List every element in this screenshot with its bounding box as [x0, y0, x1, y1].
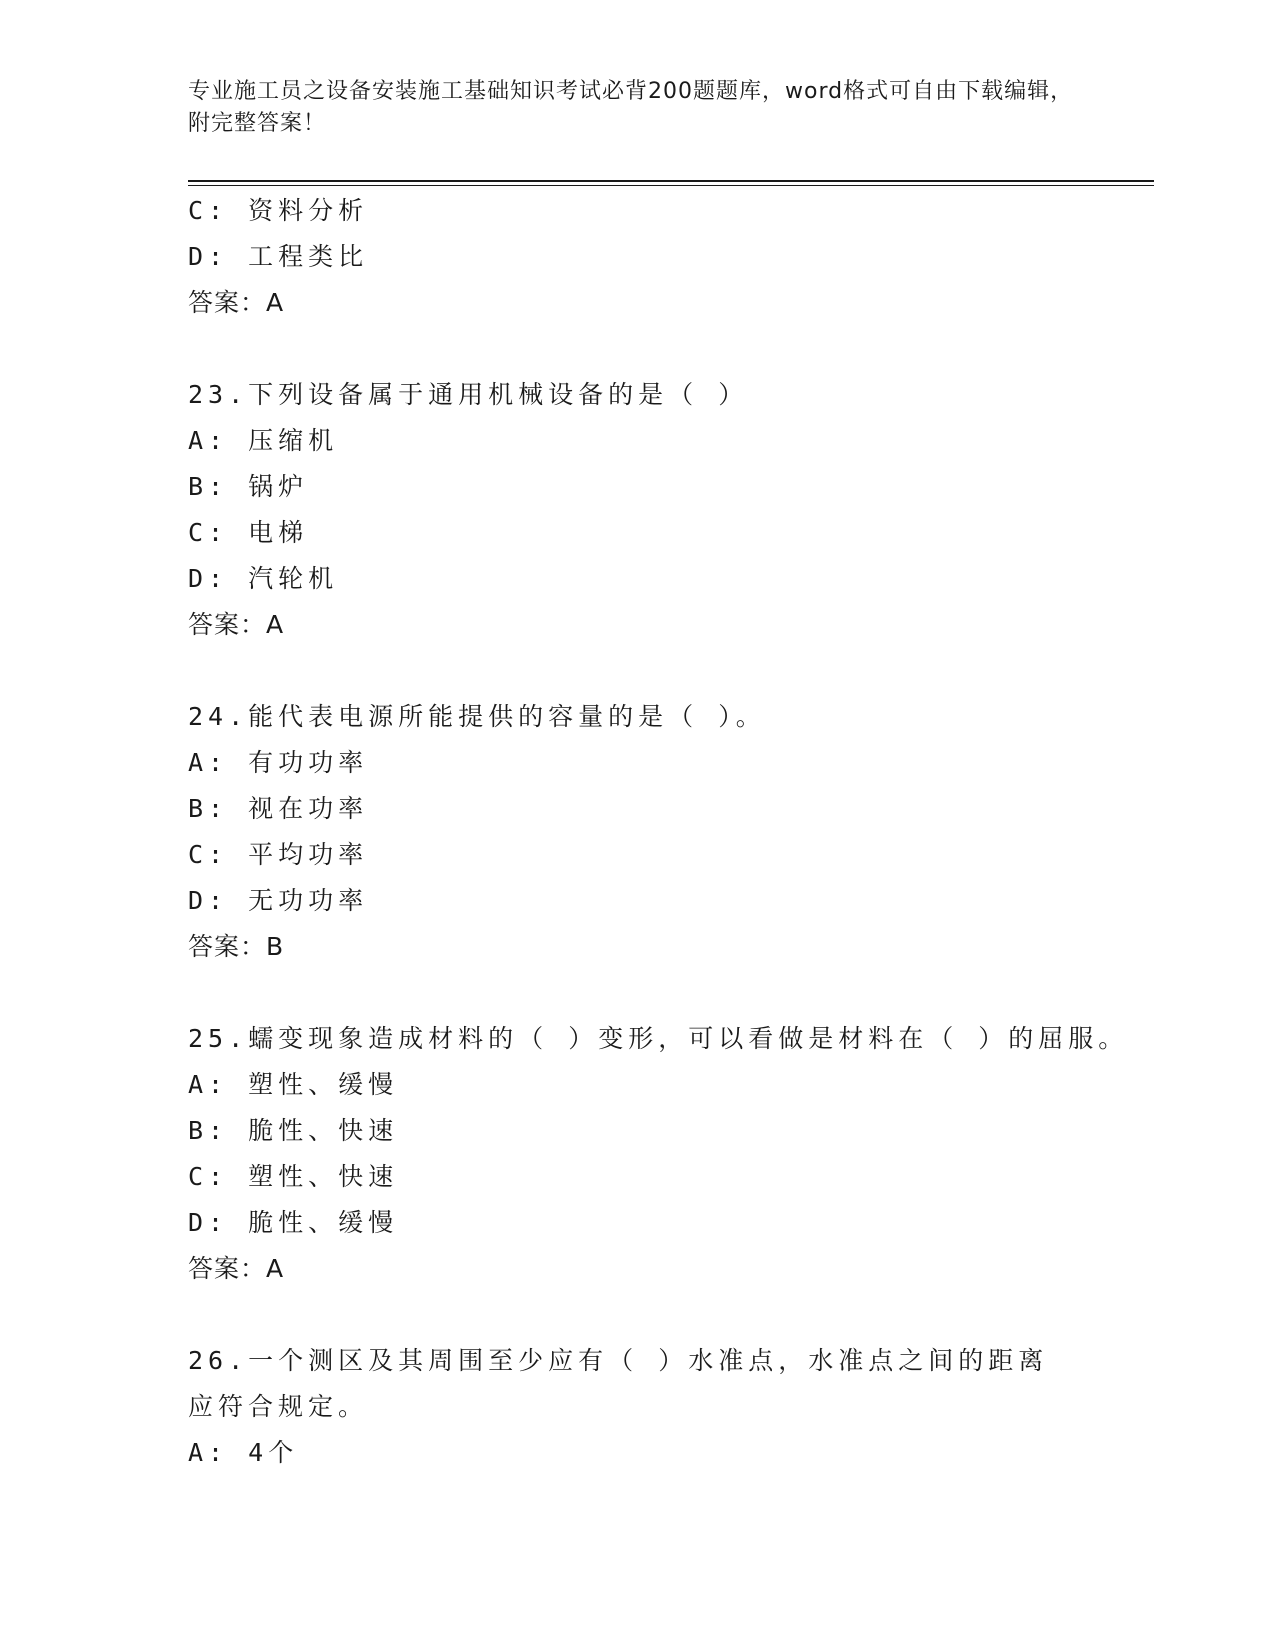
question-stem-25: 25.蠕变现象造成材料的（ ）变形，可以看做是材料在（ ）的屈服。: [188, 1024, 1129, 1053]
option-a: A: 4个: [188, 1438, 299, 1467]
answer-line: 答案：A: [188, 1254, 285, 1283]
spacer: [188, 970, 1088, 1016]
option-b: B: 锅炉: [188, 472, 309, 501]
document-header: 专业施工员之设备安装施工基础知识考试必背200题题库，word格式可自由下载编辑，附完整答案！: [188, 79, 1074, 136]
option-d: D: 脆性、缓慢: [188, 1208, 399, 1237]
option-d: D: 汽轮机: [188, 564, 339, 593]
option-b: B: 脆性、快速: [188, 1116, 399, 1145]
option-c: C: 塑性、快速: [188, 1162, 399, 1191]
question-stem-23: 23.下列设备属于通用机械设备的是（ ）: [188, 380, 749, 409]
option-c: C: 平均功率: [188, 840, 369, 869]
spacer: [188, 326, 1088, 372]
spacer: [188, 648, 1088, 694]
answer-line: 答案：A: [188, 610, 285, 639]
question-stem-24: 24.能代表电源所能提供的容量的是（ ）。: [188, 702, 766, 731]
header-divider-thin: [188, 185, 1154, 186]
option-c: C: 电梯: [188, 518, 309, 547]
option-d: D: 工程类比: [188, 242, 369, 271]
answer-line: 答案：A: [188, 288, 285, 317]
option-b: B: 视在功率: [188, 794, 369, 823]
option-c: C: 资料分析: [188, 196, 369, 225]
spacer: [188, 1292, 1088, 1338]
question-stem-26: 26.一个测区及其周围至少应有（ ）水准点，水准点之间的距离应符合规定。: [188, 1346, 1049, 1421]
question-list: [188, 188, 1129, 1476]
header-divider-thick: [188, 180, 1154, 182]
option-d: D: 无功功率: [188, 886, 369, 915]
answer-line: 答案：B: [188, 932, 285, 961]
option-a: A: 有功功率: [188, 748, 369, 777]
option-a: A: 压缩机: [188, 426, 339, 455]
option-a: A: 塑性、缓慢: [188, 1070, 399, 1099]
